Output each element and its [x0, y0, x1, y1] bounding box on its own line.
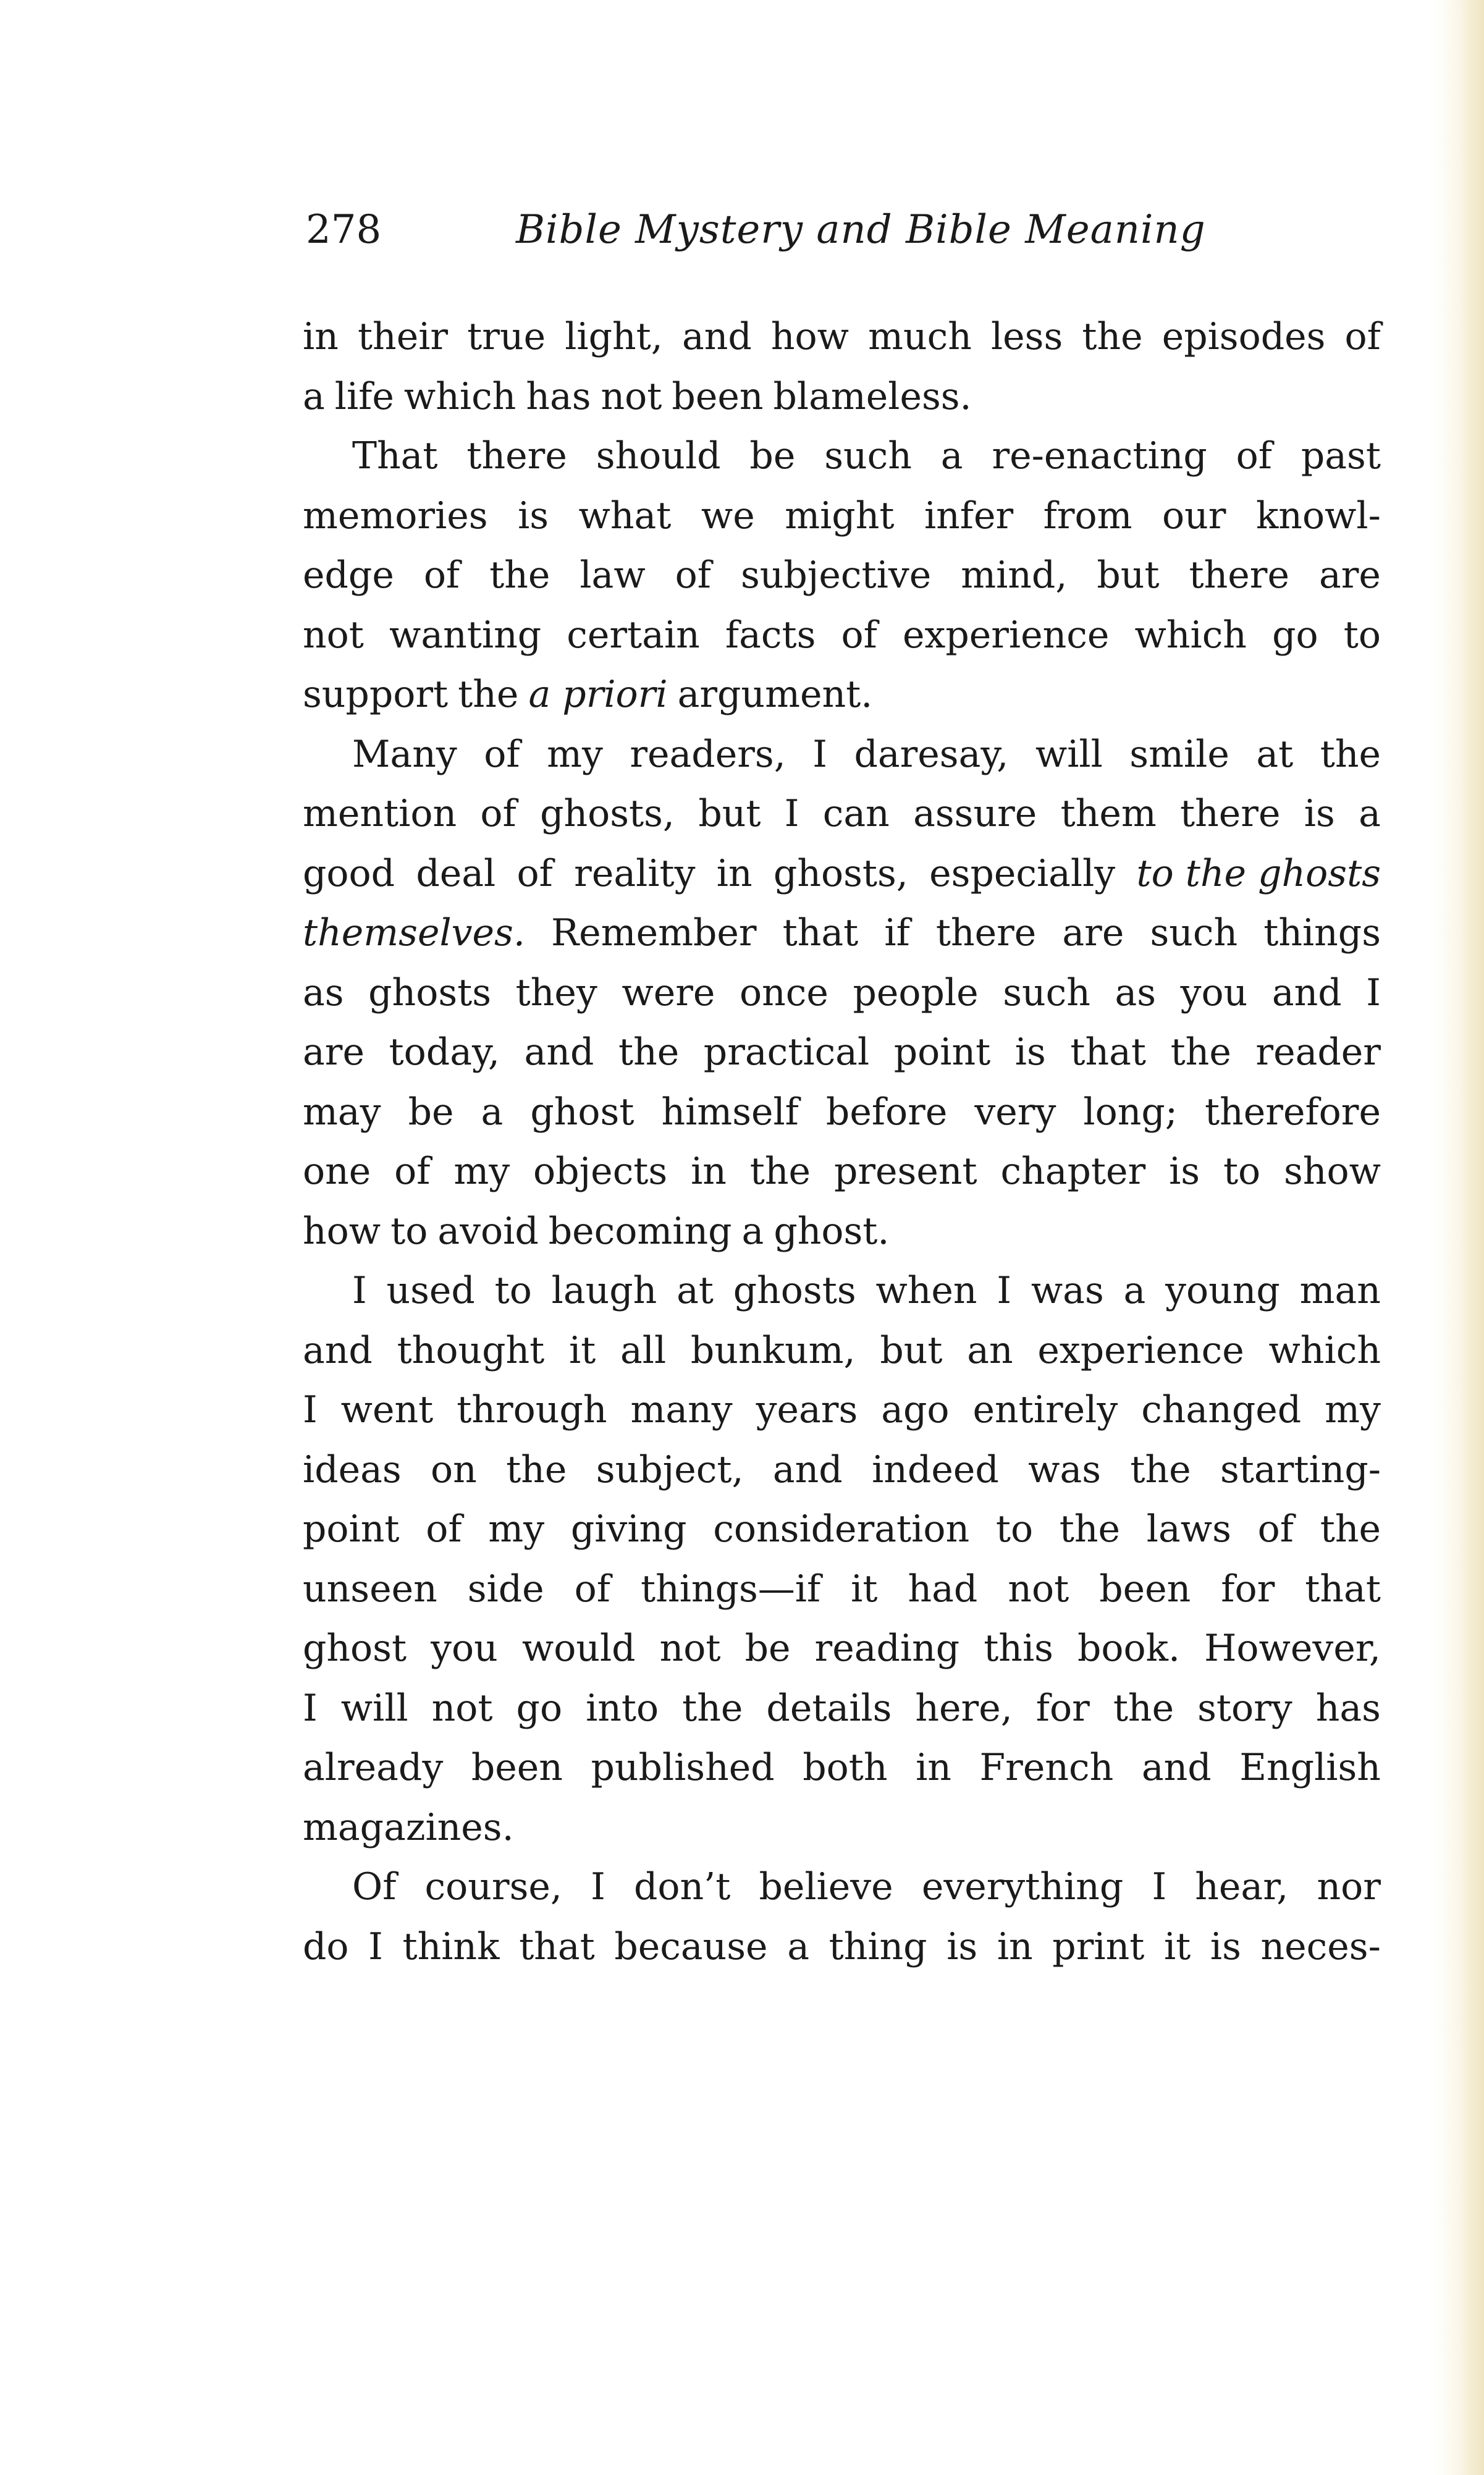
word: daresay, — [854, 732, 1009, 776]
word: the — [1320, 1507, 1381, 1551]
word: into — [586, 1686, 659, 1730]
word: through — [457, 1388, 607, 1431]
word: magazines. — [303, 1805, 514, 1849]
word: I — [591, 1865, 605, 1908]
word: blameless. — [773, 374, 972, 418]
word: I — [997, 1269, 1012, 1312]
word: reading — [814, 1627, 960, 1670]
word: practical — [703, 1031, 870, 1074]
word: less — [990, 315, 1063, 358]
word: here, — [915, 1686, 1013, 1730]
word: ghosts, — [773, 851, 908, 895]
word: I — [368, 1925, 383, 1968]
word: and — [681, 315, 752, 358]
word: published — [591, 1746, 775, 1789]
word: on — [431, 1448, 477, 1491]
word: story — [1197, 1686, 1292, 1730]
word: light, — [565, 315, 663, 358]
word: English — [1239, 1746, 1381, 1789]
word: such — [1150, 911, 1238, 955]
word: I — [303, 1686, 318, 1730]
word: ghosts — [368, 971, 492, 1014]
word: especially — [929, 851, 1116, 895]
word: the — [749, 1150, 811, 1193]
word: edge — [303, 554, 394, 597]
word: was — [1028, 1448, 1102, 1491]
word: infer — [924, 494, 1014, 538]
word: a — [741, 1209, 764, 1253]
word: of — [516, 851, 553, 895]
word: such — [1003, 971, 1090, 1014]
text-line — [303, 546, 1381, 605]
word: before — [825, 1090, 948, 1134]
word: I — [812, 732, 827, 776]
word: people — [853, 971, 979, 1014]
word: ago — [881, 1388, 950, 1431]
word: which — [1268, 1328, 1381, 1372]
text-line — [303, 367, 1381, 427]
word: used — [386, 1269, 475, 1312]
word: has — [526, 374, 591, 418]
word: but — [698, 792, 761, 835]
word: ghosts — [733, 1269, 856, 1312]
word: young — [1165, 1269, 1280, 1312]
word: entirely — [972, 1388, 1118, 1431]
text-line — [303, 1380, 1381, 1440]
word: has — [1315, 1686, 1381, 1730]
word: is — [1304, 792, 1335, 835]
word: I — [784, 792, 799, 835]
word: go — [1272, 613, 1318, 657]
word: ideas — [303, 1448, 402, 1491]
word: you — [1180, 971, 1248, 1014]
word: what — [578, 494, 672, 538]
word: at — [677, 1269, 714, 1312]
italic-word: themselves. — [303, 911, 525, 955]
word: to — [1223, 1150, 1261, 1193]
word: French — [979, 1746, 1114, 1789]
word: do — [303, 1925, 349, 1968]
word: neces- — [1260, 1925, 1381, 1968]
word: the — [489, 554, 550, 597]
word: of — [484, 732, 520, 776]
word: indeed — [872, 1448, 999, 1491]
word: in — [303, 315, 339, 358]
word: of — [841, 613, 877, 657]
word: man — [1299, 1269, 1381, 1312]
text-line — [303, 963, 1381, 1023]
word: knowl- — [1255, 494, 1381, 538]
italic-word: a priori — [528, 673, 668, 716]
word: of — [574, 1567, 610, 1611]
word: them — [1060, 792, 1157, 835]
word: himself — [661, 1090, 799, 1134]
word: might — [785, 494, 895, 538]
word: re-enacting — [992, 434, 1207, 478]
word: consideration — [713, 1507, 970, 1551]
word: I — [352, 1269, 367, 1312]
word: everything — [921, 1865, 1124, 1908]
word: not — [431, 1686, 493, 1730]
word: point — [303, 1507, 400, 1551]
word: there — [935, 911, 1037, 955]
text-line — [303, 1321, 1381, 1381]
text-line — [303, 784, 1381, 844]
word: therefore — [1205, 1090, 1381, 1134]
word: to — [494, 1269, 532, 1312]
text-line — [303, 605, 1381, 665]
word: the — [1059, 1507, 1121, 1551]
word: objects — [533, 1150, 668, 1193]
word: a — [787, 1925, 809, 1968]
word: changed — [1141, 1388, 1302, 1431]
word: of — [394, 1150, 431, 1193]
word: are — [303, 1031, 365, 1074]
word: very — [974, 1090, 1056, 1134]
word: the — [682, 1686, 743, 1730]
word: but — [1097, 554, 1160, 597]
text-line — [303, 903, 1381, 963]
word: things — [1263, 911, 1381, 955]
word: for — [1221, 1567, 1275, 1611]
text-line — [303, 844, 1381, 904]
word: should — [596, 434, 721, 478]
word: had — [908, 1567, 978, 1611]
word: long; — [1083, 1090, 1178, 1134]
word: the — [618, 1031, 680, 1074]
word: not — [303, 613, 364, 657]
text-line — [303, 1022, 1381, 1082]
word: ghost. — [774, 1209, 890, 1253]
text-line — [303, 1857, 1381, 1917]
word: how — [303, 1209, 381, 1253]
text-line — [303, 1917, 1381, 1977]
word: as — [303, 971, 344, 1014]
word: I — [1366, 971, 1381, 1014]
text-line — [303, 725, 1381, 785]
word: smile — [1129, 732, 1229, 776]
word: been — [471, 1746, 563, 1789]
word: and — [1271, 971, 1342, 1014]
text-line — [303, 665, 1381, 725]
word: my — [488, 1507, 545, 1551]
word: their — [357, 315, 449, 358]
word: starting- — [1220, 1448, 1381, 1491]
word: this — [984, 1627, 1053, 1670]
word: don’t — [633, 1865, 731, 1908]
word: ghost — [303, 1627, 407, 1670]
word: memories — [303, 494, 488, 538]
word: is — [946, 1925, 978, 1968]
word: an — [967, 1328, 1013, 1372]
text-line — [303, 307, 1381, 367]
word: hear, — [1195, 1865, 1289, 1908]
word: both — [803, 1746, 888, 1789]
word: already — [303, 1746, 444, 1789]
word: certain — [567, 613, 700, 657]
word: it — [1163, 1925, 1191, 1968]
word: it — [568, 1328, 596, 1372]
word: good — [303, 851, 395, 895]
word: at — [1256, 732, 1294, 776]
word: and — [772, 1448, 843, 1491]
word: is — [1169, 1150, 1200, 1193]
word: experience — [902, 613, 1110, 657]
page-header — [306, 199, 1381, 261]
word: for — [1035, 1686, 1090, 1730]
word: Remember — [551, 911, 757, 955]
word: are — [1318, 554, 1381, 597]
word: experience — [1037, 1328, 1244, 1372]
word: my — [453, 1150, 510, 1193]
word: there — [1180, 792, 1281, 835]
text-line — [303, 1440, 1381, 1500]
word: the — [506, 1448, 567, 1491]
word: episodes — [1161, 315, 1326, 358]
word: ghost — [530, 1090, 634, 1134]
word: may — [303, 1090, 381, 1134]
text-line — [303, 1679, 1381, 1739]
word: is — [518, 494, 549, 538]
word: a — [940, 434, 963, 478]
word: the — [1170, 1031, 1231, 1074]
word: the — [1082, 315, 1143, 358]
word: which — [1134, 613, 1247, 657]
word: laugh — [551, 1269, 657, 1312]
text-line — [303, 1202, 1381, 1262]
word: years — [756, 1388, 858, 1431]
word: of — [423, 554, 460, 597]
word: today, — [389, 1031, 500, 1074]
word: in — [716, 851, 753, 895]
word: chapter — [1000, 1150, 1146, 1193]
word: the — [1320, 732, 1381, 776]
word: becoming — [548, 1209, 732, 1253]
word: of — [1236, 434, 1272, 478]
word: they — [515, 971, 597, 1014]
word: However, — [1204, 1627, 1381, 1670]
word: how — [770, 315, 849, 358]
word: thought — [397, 1328, 545, 1372]
word: subject, — [596, 1448, 744, 1491]
word: be — [749, 434, 796, 478]
page-number: 278 — [306, 207, 382, 253]
word: when — [875, 1269, 977, 1312]
word: book. — [1077, 1627, 1181, 1670]
word: a — [1359, 792, 1381, 835]
word: avoid — [437, 1209, 539, 1253]
word: in — [691, 1150, 727, 1193]
word: one — [303, 1150, 371, 1193]
word: nor — [1317, 1865, 1381, 1908]
word: will — [1035, 732, 1103, 776]
word: laws — [1146, 1507, 1231, 1551]
text-line — [303, 426, 1381, 486]
word: will — [340, 1686, 408, 1730]
word: present — [833, 1150, 977, 1193]
word: of — [480, 792, 516, 835]
word: course, — [424, 1865, 562, 1908]
word: the — [1130, 1448, 1191, 1491]
word: be — [408, 1090, 454, 1134]
word: is — [1014, 1031, 1046, 1074]
word: thing — [828, 1925, 927, 1968]
word: of — [675, 554, 711, 597]
word: life — [334, 374, 394, 418]
word: reader — [1255, 1031, 1381, 1074]
word: facts — [725, 613, 816, 657]
word: past — [1301, 434, 1381, 478]
word: believe — [759, 1865, 893, 1908]
text-line — [303, 1559, 1381, 1619]
italic-word: to the ghosts — [1136, 851, 1381, 895]
word: be — [744, 1627, 791, 1670]
word: reality — [574, 851, 696, 895]
word: can — [822, 792, 890, 835]
word: argument. — [677, 673, 873, 716]
word: not — [659, 1627, 721, 1670]
word: support — [303, 673, 449, 716]
word: if — [884, 911, 910, 955]
word: would — [521, 1627, 636, 1670]
word: show — [1284, 1150, 1381, 1193]
word: to — [995, 1507, 1034, 1551]
text-line — [303, 1619, 1381, 1679]
word: unseen — [303, 1567, 437, 1611]
body-text — [303, 307, 1381, 1976]
word: but — [880, 1328, 943, 1372]
text-line — [303, 1798, 1381, 1858]
word: went — [340, 1388, 434, 1431]
word: the — [1113, 1686, 1174, 1730]
word: because — [614, 1925, 768, 1968]
word: and — [303, 1328, 373, 1372]
word: my — [1325, 1388, 1381, 1431]
word: as — [1115, 971, 1157, 1014]
word: were — [622, 971, 715, 1014]
word: Many — [352, 732, 457, 776]
word: true — [467, 315, 546, 358]
word: a — [481, 1090, 504, 1134]
word: side — [467, 1567, 544, 1611]
word: there — [466, 434, 567, 478]
word: from — [1043, 494, 1132, 538]
word: details — [766, 1686, 892, 1730]
word: and — [1141, 1746, 1212, 1789]
running-head: Bible Mystery and Bible Meaning — [516, 207, 1206, 253]
word: you — [431, 1627, 498, 1670]
word: I — [1152, 1865, 1167, 1908]
word: our — [1162, 494, 1226, 538]
word: print — [1052, 1925, 1145, 1968]
word: once — [739, 971, 828, 1014]
word: that — [519, 1925, 595, 1968]
text-line — [303, 1738, 1381, 1798]
word: go — [516, 1686, 563, 1730]
word: I — [303, 1388, 318, 1431]
word: ghosts, — [540, 792, 675, 835]
word: not — [1008, 1567, 1069, 1611]
word: been — [1099, 1567, 1191, 1611]
word: deal — [416, 851, 496, 895]
word: readers, — [630, 732, 786, 776]
word: was — [1031, 1269, 1104, 1312]
word: that — [1070, 1031, 1146, 1074]
word: assure — [913, 792, 1037, 835]
word: it — [851, 1567, 878, 1611]
word: much — [868, 315, 972, 358]
word: think — [402, 1925, 500, 1968]
word: wanting — [389, 613, 542, 657]
text-line — [303, 1082, 1381, 1142]
word: of — [1257, 1507, 1294, 1551]
text-line — [303, 486, 1381, 546]
text-line — [303, 1261, 1381, 1321]
word: are — [1062, 911, 1124, 955]
word: mind, — [961, 554, 1068, 597]
word: not — [601, 374, 662, 418]
word: such — [824, 434, 912, 478]
word: there — [1189, 554, 1289, 597]
word: the — [458, 673, 519, 716]
text-line — [303, 1499, 1381, 1559]
word: we — [701, 494, 755, 538]
word: my — [547, 732, 603, 776]
word: is — [1210, 1925, 1241, 1968]
word: and — [524, 1031, 594, 1074]
word: of — [426, 1507, 462, 1551]
word: in — [997, 1925, 1033, 1968]
word: a — [303, 374, 325, 418]
word: many — [630, 1388, 733, 1431]
word: in — [916, 1746, 951, 1789]
word: That — [352, 434, 438, 478]
word: Of — [352, 1865, 397, 1908]
word: all — [620, 1328, 667, 1372]
word: law — [580, 554, 646, 597]
word: to — [1343, 613, 1381, 657]
word: giving — [570, 1507, 687, 1551]
word: point — [893, 1031, 991, 1074]
word: a — [1123, 1269, 1146, 1312]
word: bunkum, — [690, 1328, 856, 1372]
word: mention — [303, 792, 457, 835]
word: of — [1344, 315, 1381, 358]
word: which — [403, 374, 516, 418]
word: to — [390, 1209, 428, 1253]
word: that — [782, 911, 859, 955]
word: that — [1305, 1567, 1381, 1611]
word: been — [672, 374, 764, 418]
text-line — [303, 1142, 1381, 1202]
word: things—if — [640, 1567, 821, 1611]
word: subjective — [740, 554, 932, 597]
